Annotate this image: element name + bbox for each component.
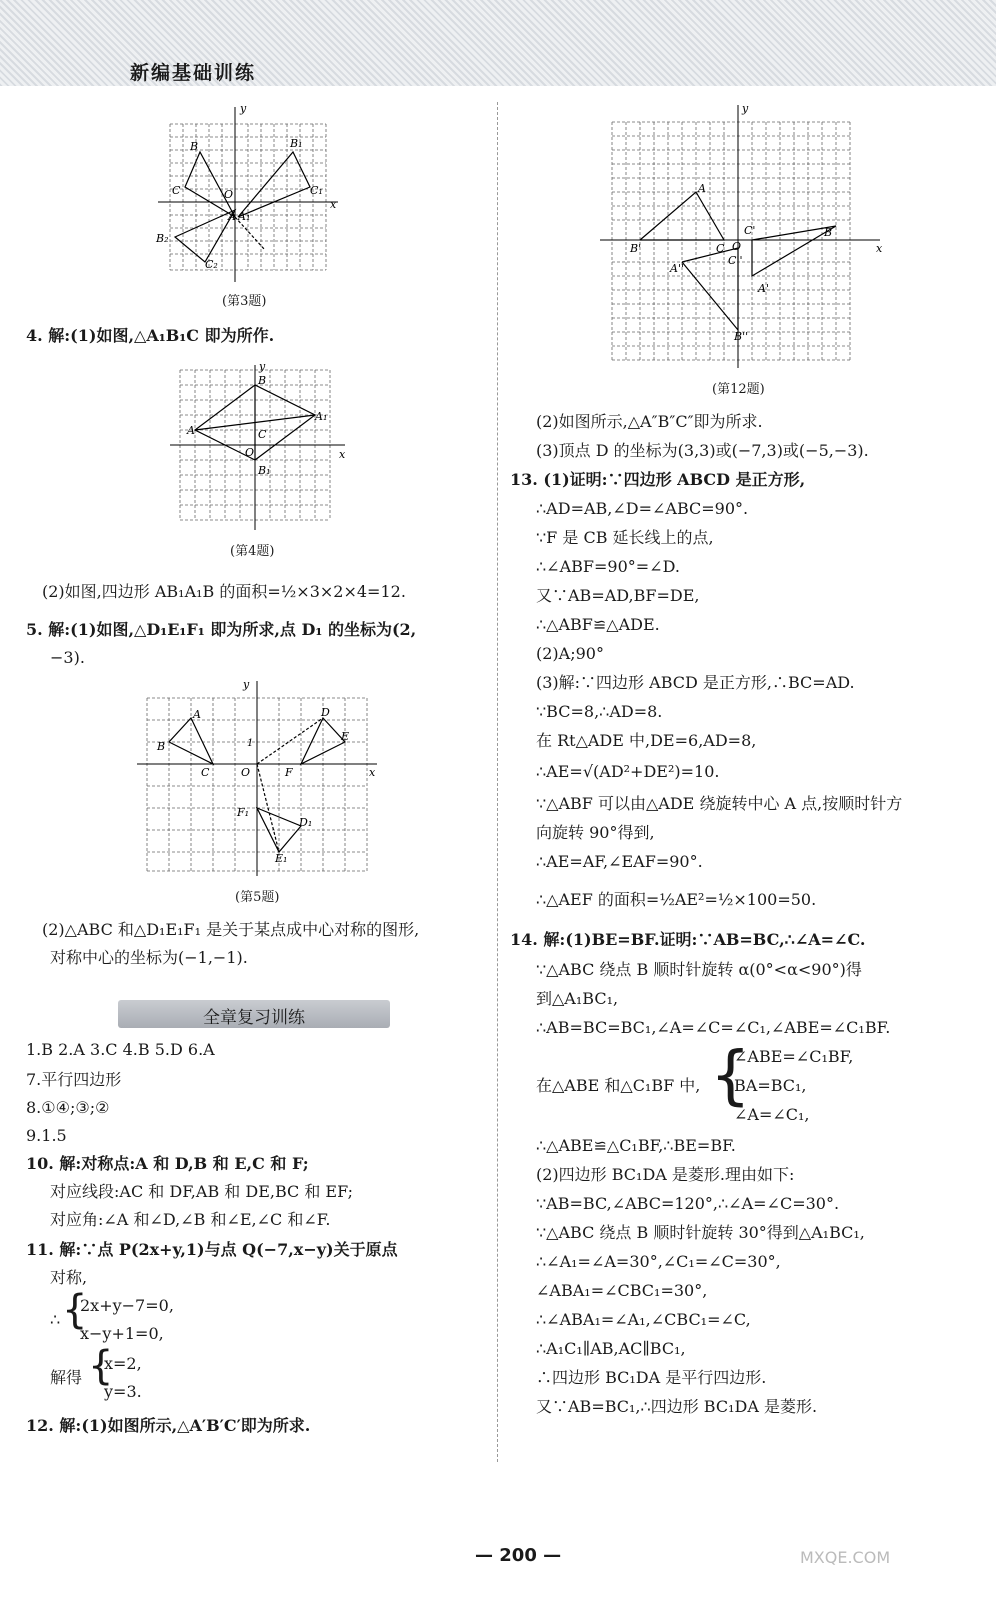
- svg-text:A'': A'': [670, 262, 684, 275]
- answer-12-line-1: 12. 解:(1)如图所示,△A′B′C′即为所求.: [26, 1416, 311, 1435]
- figure-12-caption: (第12题): [712, 382, 765, 397]
- svg-text:B: B: [190, 140, 199, 153]
- answer-9: 9.1.5: [26, 1126, 67, 1145]
- figure-4-caption: (第4题): [230, 544, 275, 559]
- r13-line-3: ∵F 是 CB 延长线上的点,: [536, 528, 714, 547]
- figure-3: [150, 102, 350, 292]
- svg-text:O: O: [732, 240, 742, 253]
- svg-text:A': A': [758, 282, 769, 295]
- svg-text:C': C': [744, 224, 756, 237]
- svg-text:O: O: [224, 188, 234, 201]
- svg-text:E: E: [341, 730, 350, 743]
- svg-text:D₁: D₁: [299, 816, 313, 829]
- answers-1-6: 1.B 2.A 3.C 4.B 5.D 6.A: [26, 1040, 215, 1059]
- watermark: MXQE.COM: [800, 1548, 891, 1567]
- r13-line-4: ∴∠ABF=90°=∠D.: [536, 557, 680, 576]
- r14-line-6: 在△ABE 和△C₁BF 中,: [536, 1076, 701, 1095]
- figure-5: [135, 676, 380, 881]
- r13-line-9: ∵BC=8,∴AD=8.: [536, 702, 663, 721]
- svg-text:C: C: [201, 766, 210, 779]
- svg-text:B': B': [630, 242, 642, 255]
- answer-11-line-2: 对称,: [50, 1268, 88, 1287]
- svg-text:O: O: [245, 446, 255, 459]
- answer-10-line-1: 10. 解:对称点:A 和 D,B 和 E,C 和 F;: [26, 1154, 309, 1173]
- r14-line-9: ∴△ABE≌△C₁BF,∴BE=BF.: [536, 1136, 736, 1155]
- r12-line-3: (3)顶点 D 的坐标为(3,3)或(−7,3)或(−5,−3).: [536, 441, 869, 460]
- svg-text:C: C: [172, 184, 181, 197]
- svg-text:C₁: C₁: [310, 184, 323, 197]
- svg-text:C: C: [716, 242, 725, 255]
- r14-line-10: (2)四边形 BC₁DA 是菱形.理由如下:: [536, 1165, 795, 1184]
- svg-text:F₁: F₁: [237, 806, 250, 819]
- r14-line-12: ∵△ABC 绕点 B 顺时针旋转 30°得到△A₁BC₁,: [536, 1223, 865, 1242]
- banner-title: 全章复习训练: [203, 1008, 305, 1028]
- r12-line-2: (2)如图所示,△A″B″C″即为所求.: [536, 412, 763, 431]
- page-number: — 200 —: [475, 1545, 562, 1566]
- r14-line-13: ∴∠A₁=∠A=30°,∠C₁=∠C=30°,: [536, 1252, 781, 1271]
- svg-text:A: A: [193, 708, 201, 721]
- r14-line-11: ∵AB=BC,∠ABC=120°,∴∠A=∠C=30°.: [536, 1194, 840, 1213]
- svg-text:A: A: [187, 424, 195, 437]
- chapter-review-banner: [118, 1000, 390, 1028]
- svg-text:y: y: [259, 360, 266, 373]
- r14-line-15: ∴∠ABA₁=∠A₁,∠CBC₁=∠C,: [536, 1310, 751, 1329]
- r14-line-7: BA=BC₁,: [734, 1076, 807, 1095]
- r14-line-2: ∵△ABC 绕点 B 顺时针旋转 α(0°<α<90°)得: [536, 960, 862, 979]
- q4-line-2: (2)如图,四边形 AB₁A₁B 的面积=½×3×2×4=12.: [42, 582, 406, 601]
- svg-text:C₂: C₂: [205, 258, 218, 271]
- svg-text:x: x: [330, 198, 337, 211]
- r13-line-15: ∴△AEF 的面积=½AE²=½×100=50.: [536, 890, 817, 909]
- solution-x: x=2,: [104, 1354, 142, 1373]
- r13-line-7: (2)A;90°: [536, 644, 604, 663]
- answer-7: 7.平行四边形: [26, 1070, 122, 1089]
- svg-text:y: y: [742, 102, 749, 115]
- svg-text:y: y: [243, 678, 250, 691]
- svg-text:x: x: [339, 448, 346, 461]
- r14-line-8: ∠A=∠C₁,: [734, 1105, 810, 1124]
- q4-line-1: 4. 解:(1)如图,△A₁B₁C 即为所作.: [26, 326, 275, 345]
- svg-text:B'': B'': [734, 330, 749, 343]
- svg-text:O: O: [241, 766, 251, 779]
- q5-line-2: −3).: [50, 648, 85, 667]
- svg-text:E₁: E₁: [275, 852, 288, 865]
- r13-line-8: (3)解:∵四边形 ABCD 是正方形,∴BC=AD.: [536, 673, 855, 692]
- svg-text:C'': C'': [728, 254, 743, 267]
- svg-text:x: x: [369, 766, 376, 779]
- solution-y: y=3.: [104, 1382, 142, 1401]
- brace: {: [88, 1343, 114, 1389]
- r14-line-16: ∴A₁C₁∥AB,AC∥BC₁,: [536, 1339, 686, 1358]
- svg-text:x: x: [876, 242, 883, 255]
- svg-text:1: 1: [247, 738, 254, 749]
- brace: {: [62, 1287, 88, 1333]
- svg-text:B: B: [824, 226, 833, 239]
- answer-11-line-1: 11. 解:∵点 P(2x+y,1)与点 Q(−7,x−y)关于原点: [26, 1240, 398, 1259]
- svg-text:A₁: A₁: [238, 210, 251, 223]
- r14-line-5: ∠ABE=∠C₁BF,: [734, 1047, 854, 1066]
- r13-line-13: 向旋转 90°得到,: [536, 823, 655, 842]
- system-eq-1: 2x+y−7=0,: [80, 1296, 174, 1315]
- r13-line-10: 在 Rt△ADE 中,DE=6,AD=8,: [536, 731, 757, 750]
- svg-text:D: D: [321, 706, 330, 719]
- page-header: [0, 0, 996, 86]
- therefore-symbol: ∴: [50, 1310, 61, 1329]
- svg-text:A₁: A₁: [315, 410, 328, 423]
- header-title: 新编基础训练: [130, 62, 257, 84]
- svg-text:y: y: [240, 102, 247, 115]
- r13-line-12: ∵△ABF 可以由△ADE 绕旋转中心 A 点,按顺时针方: [536, 794, 903, 813]
- r14-line-18: 又∵AB=BC₁,∴四边形 BC₁DA 是菱形.: [536, 1397, 818, 1416]
- brace: {: [710, 1039, 751, 1113]
- system-eq-2: x−y+1=0,: [80, 1324, 164, 1343]
- svg-text:B: B: [157, 740, 166, 753]
- r14-line-4: ∴AB=BC=BC₁,∠A=∠C=∠C₁,∠ABE=∠C₁BF.: [536, 1018, 891, 1037]
- svg-text:B: B: [258, 374, 267, 387]
- r13-line-5: 又∵AB=AD,BF=DE,: [536, 586, 700, 605]
- svg-text:C: C: [258, 428, 267, 441]
- r14-line-14: ∠ABA₁=∠CBC₁=30°,: [536, 1281, 708, 1300]
- answer-10-line-2: 对应线段:AC 和 DF,AB 和 DE,BC 和 EF;: [50, 1182, 354, 1201]
- figure-12: [598, 100, 888, 375]
- svg-text:B₁: B₁: [258, 464, 271, 477]
- svg-text:A: A: [698, 182, 706, 195]
- r14-line-1: 14. 解:(1)BE=BF.证明:∵AB=BC,∴∠A=∠C.: [510, 930, 866, 949]
- r13-line-2: ∴AD=AB,∠D=∠ABC=90°.: [536, 499, 749, 518]
- r13-line-14: ∴AE=AF,∠EAF=90°.: [536, 852, 703, 871]
- solution-label: 解得: [50, 1368, 83, 1387]
- svg-text:F: F: [285, 766, 293, 779]
- q5-line-1: 5. 解:(1)如图,△D₁E₁F₁ 即为所求,点 D₁ 的坐标为(2,: [26, 620, 417, 639]
- figure-3-caption: (第3题): [222, 294, 267, 309]
- figure-5-caption: (第5题): [235, 890, 280, 905]
- svg-text:A: A: [228, 210, 236, 223]
- svg-text:B₂: B₂: [156, 232, 169, 245]
- r13-line-11: ∴AE=√(AD²+DE²)=10.: [536, 762, 720, 781]
- q5-line-3: (2)△ABC 和△D₁E₁F₁ 是关于某点成中心对称的图形,: [42, 920, 420, 939]
- r13-line-1: 13. (1)证明:∵四边形 ABCD 是正方形,: [510, 470, 806, 489]
- r13-line-6: ∴△ABF≌△ADE.: [536, 615, 660, 634]
- r14-line-3: 到△A₁BC₁,: [536, 989, 619, 1008]
- answer-8: 8.①④;③;②: [26, 1098, 110, 1117]
- r14-line-17: ∴四边形 BC₁DA 是平行四边形.: [536, 1368, 767, 1387]
- figure-4: [165, 360, 355, 535]
- q5-line-4: 对称中心的坐标为(−1,−1).: [50, 948, 248, 967]
- column-divider: [497, 102, 498, 1462]
- svg-text:B₁: B₁: [290, 137, 303, 150]
- answer-10-line-3: 对应角:∠A 和∠D,∠B 和∠E,∠C 和∠F.: [50, 1210, 331, 1229]
